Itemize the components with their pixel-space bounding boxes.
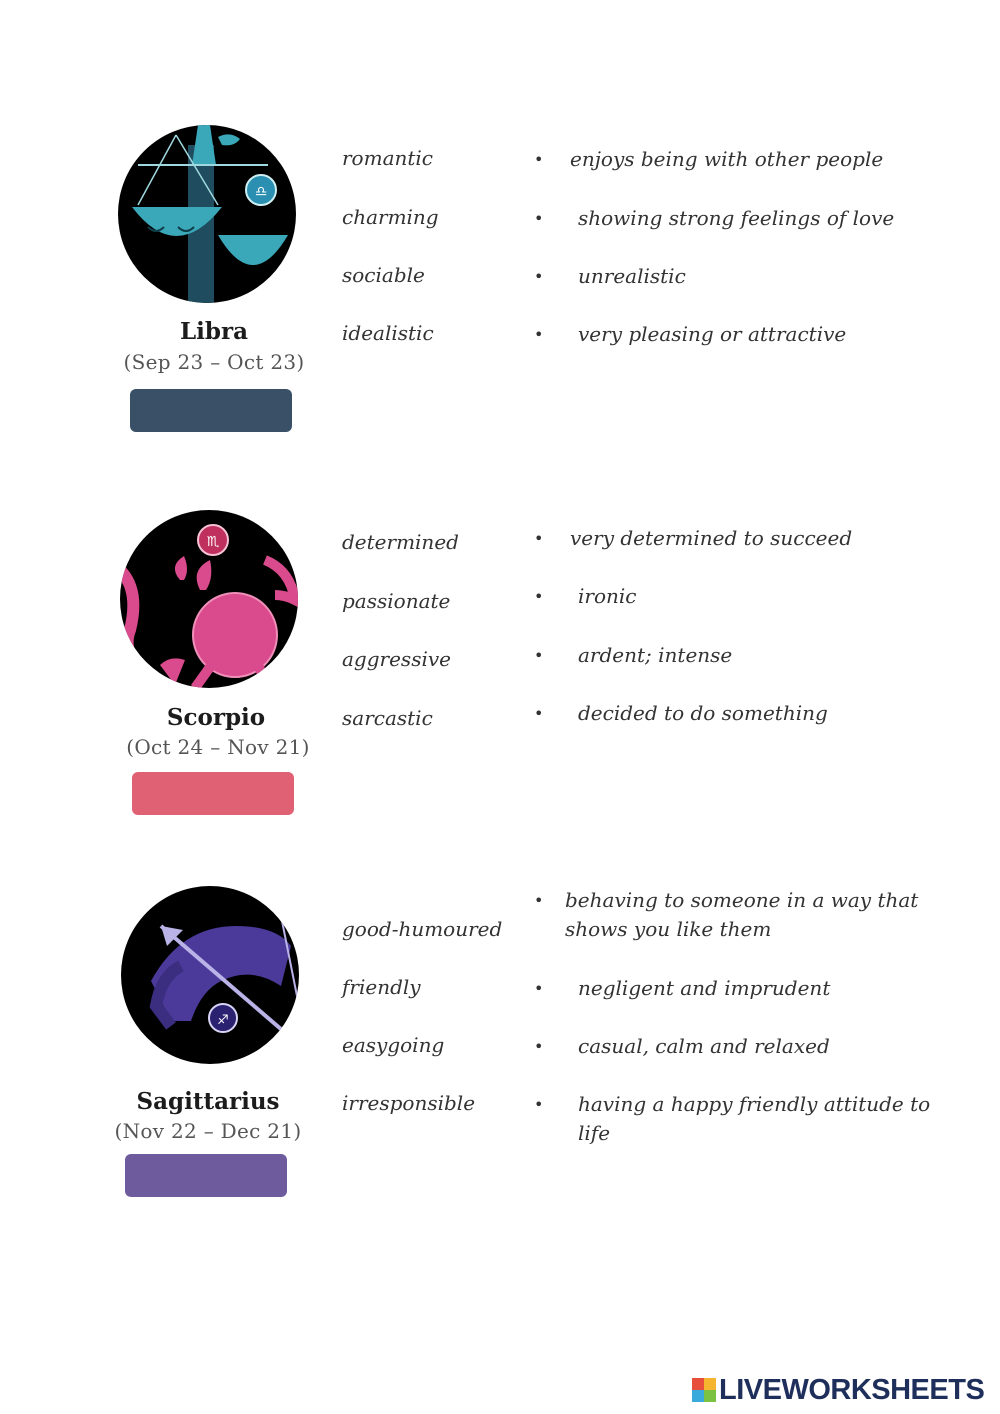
definition-item[interactable]: • very determined to succeed <box>534 524 954 553</box>
sign-name: Libra <box>179 318 248 345</box>
trait-word[interactable]: easygoing <box>342 1033 445 1057</box>
definition-item[interactable]: • casual, calm and relaxed <box>534 1032 954 1061</box>
answer-drop-box[interactable] <box>132 772 294 815</box>
definition-item[interactable]: • ironic <box>534 582 954 611</box>
trait-word[interactable]: charming <box>342 205 439 229</box>
trait-word[interactable]: friendly <box>342 975 421 999</box>
trait-word[interactable]: good-humoured <box>342 917 503 941</box>
bullet-icon: • <box>534 267 544 286</box>
trait-word[interactable]: romantic <box>342 146 434 170</box>
sign-dates: (Sep 23 – Oct 23) <box>123 350 305 374</box>
liveworksheets-logo-icon <box>692 1378 716 1402</box>
trait-word[interactable]: determined <box>342 530 459 554</box>
definition-item[interactable]: • decided to do something <box>534 699 954 728</box>
trait-word[interactable]: irresponsible <box>342 1091 476 1115</box>
answer-drop-box[interactable] <box>125 1154 287 1197</box>
sign-name: Scorpio <box>166 704 266 731</box>
sign-dates: (Oct 24 – Nov 21) <box>126 735 310 759</box>
definition-item[interactable]: • behaving to someone in a way that shows you like them <box>534 888 919 941</box>
definition-item[interactable]: • having a happy friendly attitude to life <box>534 1092 931 1145</box>
definition-item[interactable]: • unrealistic <box>534 262 954 291</box>
trait-word[interactable]: idealistic <box>342 321 434 345</box>
logo-text: LIVEWORKSHEETS <box>719 1373 985 1406</box>
bullet-icon: • <box>534 646 544 665</box>
sign-dates: (Nov 22 – Dec 21) <box>114 1119 302 1143</box>
definition-item[interactable]: • showing strong feelings of love <box>534 204 954 233</box>
definition-item[interactable]: • ardent; intense <box>534 641 954 670</box>
scorpio-scorpion-icon <box>120 510 298 688</box>
bullet-icon: • <box>534 150 544 169</box>
libra-scales-icon <box>118 125 296 303</box>
bullet-icon: • <box>534 1095 544 1114</box>
sagittarius-archer-icon <box>121 886 299 1064</box>
svg-text:♏: ♏ <box>206 534 220 550</box>
trait-word[interactable]: sociable <box>342 263 425 287</box>
bullet-icon: • <box>534 891 544 910</box>
bullet-icon: • <box>534 325 544 344</box>
trait-word[interactable]: aggressive <box>342 647 451 671</box>
definition-item[interactable]: • negligent and imprudent <box>534 974 954 1003</box>
trait-word[interactable]: passionate <box>342 589 451 613</box>
trait-word[interactable]: sarcastic <box>342 706 433 730</box>
svg-text:♎: ♎ <box>254 184 268 200</box>
bullet-icon: • <box>534 704 544 723</box>
bullet-icon: • <box>534 979 544 998</box>
svg-text:♐: ♐ <box>217 1013 229 1028</box>
answer-drop-box[interactable] <box>130 389 292 432</box>
liveworksheets-logo[interactable] <box>692 1372 992 1408</box>
sign-name: Sagittarius <box>136 1088 280 1115</box>
bullet-icon: • <box>534 529 544 548</box>
bullet-icon: • <box>534 587 544 606</box>
definition-item[interactable]: • enjoys being with other people <box>534 145 954 174</box>
definition-item[interactable]: • very pleasing or attractive <box>534 320 954 349</box>
bullet-icon: • <box>534 209 544 228</box>
bullet-icon: • <box>534 1037 544 1056</box>
